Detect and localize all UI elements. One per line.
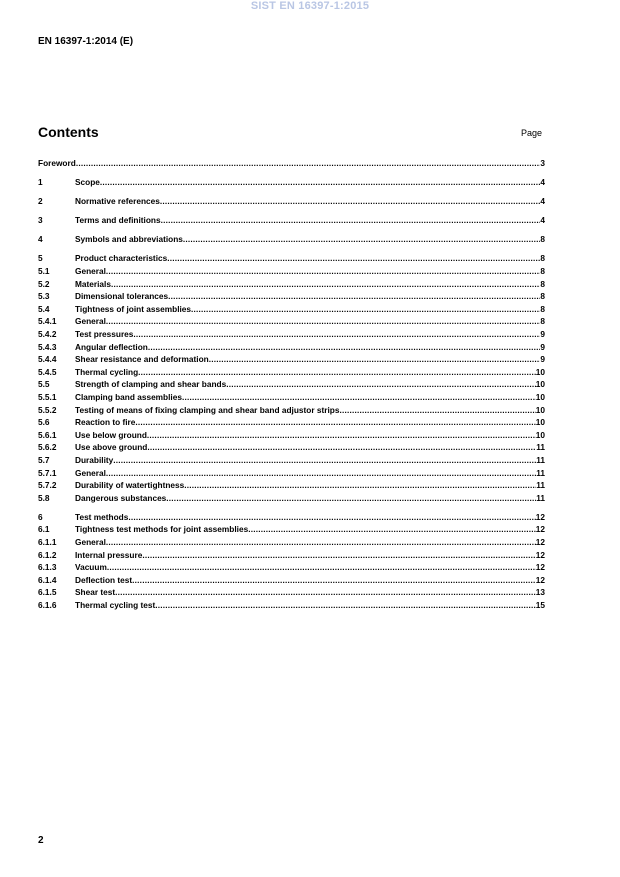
dot-leader [107,561,536,574]
toc-entry-number: 5.7 [38,454,50,465]
toc-entry-page: 8 [540,266,545,277]
toc-entry-page: 4 [540,215,545,226]
toc-entry-title: Reaction to fire [75,417,136,428]
toc-entry-number: 5.1 [38,266,50,277]
toc-entry-page: 12 [535,574,545,585]
dot-leader [76,157,541,170]
toc-entry-title: Dimensional tolerances [75,291,169,302]
dot-leader [113,454,536,467]
toc-entry-page: 10 [535,366,545,377]
toc-entry-title: Testing of means of fixing clamping and shear band adjustor strips [75,404,340,415]
toc-entry[interactable] [38,467,545,480]
dot-leader [138,366,536,379]
toc-entry-page: 10 [535,404,545,415]
toc-entry-number: 6.1.2 [38,549,57,560]
toc-entry[interactable] [38,214,545,227]
toc-entry-title: Materials [75,278,111,289]
toc-entry-number: 2 [38,196,43,207]
toc-entry[interactable] [38,479,545,492]
toc-entry-page: 10 [535,379,545,390]
toc-entry-page: 8 [540,303,545,314]
toc-entry[interactable] [38,429,545,442]
toc-entry-title: Use above ground [75,442,148,453]
toc-entry-page: 12 [535,511,545,522]
toc-entry-number: 5.4.5 [38,366,57,377]
dot-leader [182,391,536,404]
toc-entry-number: 5.5.1 [38,392,57,402]
toc-entry-page: 12 [535,524,545,535]
dot-leader [100,176,540,189]
toc-entry-title: General [75,266,106,277]
toc-entry[interactable] [38,233,545,246]
toc-entry-page: 11 [536,467,545,478]
dot-leader [106,315,540,328]
toc-entry-number: 5.5 [38,379,50,390]
toc-entry-title: Thermal cycling test [75,600,156,610]
toc-entry-number: 5.4.3 [38,341,57,352]
toc-entry-number: 5.6.1 [38,429,57,440]
toc-entry-number: 5.6.2 [38,442,57,453]
toc-entry[interactable] [38,549,545,562]
toc-entry[interactable] [38,378,545,391]
dot-leader [226,378,536,391]
dot-leader [133,328,540,341]
toc-entry-page: 8 [540,253,545,264]
toc-entry-title: Shear resistance and deformation [75,354,209,365]
toc-entry-number: 6.1.5 [38,587,57,598]
toc-entry[interactable] [38,586,545,599]
toc-entry[interactable] [38,561,545,574]
dot-leader [248,523,536,536]
toc-entry-title: General [75,316,106,327]
toc-entry-title: Clamping band assemblies [75,392,182,402]
toc-entry-number: 5.4.4 [38,354,57,365]
toc-entry[interactable] [38,303,545,316]
toc-entry-title: Tightness of joint assemblies [75,303,192,314]
toc-entry[interactable] [38,252,545,265]
toc-entry-title: Test methods [75,511,129,522]
toc-entry-title: Thermal cycling [75,366,139,377]
dot-leader [209,353,541,366]
toc-entry-number: 5 [38,253,43,264]
toc-entry-number: 6.1 [38,524,50,535]
toc-entry-page: 11 [536,492,545,503]
table-of-contents [38,157,545,612]
toc-entry-page: 8 [540,234,545,245]
toc-entry-page: 4 [540,196,545,207]
toc-entry-page: 10 [535,429,545,440]
dot-leader [184,479,536,492]
toc-entry-title: General [75,537,106,548]
dot-leader [132,574,536,587]
toc-entry-page: 10 [535,392,545,402]
toc-entry-page: 8 [540,291,545,302]
toc-entry-page: 13 [535,587,545,598]
toc-entry-title: Scope [75,177,100,188]
toc-entry-title: Dangerous substances [75,492,167,503]
dot-leader [167,252,540,265]
toc-entry-number: 5.8 [38,492,50,503]
dot-leader [339,404,535,417]
page-number: 2 [38,835,44,846]
toc-entry-title: Normative references [75,196,160,207]
dot-leader [148,341,541,354]
toc-entry[interactable] [38,599,545,612]
dot-leader [161,214,541,227]
toc-entry[interactable] [38,366,545,379]
toc-entry[interactable] [38,315,545,328]
toc-entry-title: Deflection test [75,574,133,585]
toc-entry-number: 6.1.4 [38,574,57,585]
toc-entry-title: Vacuum [75,562,107,573]
toc-entry-number: 1 [38,177,43,188]
toc-entry-title: Product characteristics [75,253,168,264]
toc-entry-page: 11 [536,442,545,453]
contents-heading: Contents [38,124,99,140]
toc-entry-page: 11 [536,454,545,465]
toc-entry-page: 10 [535,417,545,428]
toc-entry[interactable] [38,391,545,404]
toc-entry-page: 12 [535,562,545,573]
toc-entry[interactable] [38,341,545,354]
toc-entry-number: 5.4 [38,303,50,314]
toc-entry-page: 15 [535,600,545,610]
toc-entry-title: Durability of watertightness [75,480,185,491]
toc-entry-title: Symbols and abbreviations [75,234,183,245]
toc-entry[interactable] [38,278,545,291]
toc-entry-foreword[interactable] [38,157,545,170]
toc-entry-page: 9 [540,354,545,365]
watermark: SIST EN 16397-1:2015 [250,0,370,12]
toc-entry-page: 3 [540,158,545,168]
toc-entry-page: 11 [536,480,545,491]
toc-entry-number: 3 [38,215,43,226]
toc-entry-title: Strength of clamping and shear bands [75,379,227,390]
dot-leader [135,416,535,429]
toc-entry-title: Angular deflection [75,341,148,352]
dot-leader [106,536,536,549]
dot-leader [106,467,536,480]
toc-entry-title: Test pressures [75,329,134,340]
toc-entry[interactable] [38,416,545,429]
toc-entry[interactable] [38,454,545,467]
toc-entry[interactable] [38,290,545,303]
toc-entry-page: 8 [540,316,545,327]
toc-entry-title: Shear test [75,587,116,598]
dot-leader [142,549,535,562]
toc-entry-page: 4 [540,177,545,188]
dot-leader [191,303,540,316]
toc-entry-number: 5.7.2 [38,480,57,491]
toc-entry-number: 5.6 [38,417,50,428]
dot-leader [155,599,536,612]
dot-leader [111,278,540,291]
toc-entry-page: 9 [540,329,545,340]
toc-entry-number: 4 [38,234,43,245]
dot-leader [166,492,536,505]
toc-entry[interactable] [38,536,545,549]
toc-entry-title: Terms and definitions [75,215,161,226]
toc-entry[interactable] [38,492,545,505]
toc-entry[interactable] [38,523,545,536]
toc-entry-title: Tightness test methods for joint assemblies [75,524,249,535]
toc-entry-title: General [75,467,106,478]
toc-entry[interactable] [38,176,545,189]
toc-entry[interactable] [38,265,545,278]
toc-entry-page: 12 [535,549,545,560]
dot-leader [183,233,540,246]
toc-entry-title: Foreword [38,158,76,168]
toc-entry-page: 12 [535,537,545,548]
toc-entry-number: 5.2 [38,278,50,289]
toc-entry[interactable] [38,353,545,366]
toc-entry[interactable] [38,328,545,341]
toc-entry-title: Use below ground [75,429,147,440]
toc-entry-title: Internal pressure [75,549,143,560]
toc-entry-number: 5.4.2 [38,329,57,340]
toc-entry-number: 6.1.3 [38,562,57,573]
toc-entry[interactable] [38,511,545,524]
dot-leader [115,586,536,599]
dot-leader [106,265,540,278]
dot-leader [160,195,541,208]
toc-entry-number: 6.1.1 [38,537,57,548]
page-column-label: Page [520,128,542,138]
dot-leader [128,511,535,524]
toc-entry-page: 9 [540,341,545,352]
toc-entry[interactable] [38,441,545,454]
toc-entry-number: 5.5.2 [38,404,57,415]
dot-leader [147,441,536,454]
document-id-header: EN 16397-1:2014 (E) [38,36,134,47]
toc-entry-title: Durability [75,454,114,465]
toc-entry-number: 5.4.1 [38,316,57,327]
toc-entry[interactable] [38,404,545,417]
toc-entry-number: 5.3 [38,291,50,302]
toc-entry-number: 5.7.1 [38,467,57,478]
toc-entry-number: 6.1.6 [38,600,57,610]
toc-entry-number: 6 [38,511,43,522]
dot-leader [168,290,540,303]
toc-entry-page: 8 [540,278,545,289]
toc-entry[interactable] [38,574,545,587]
dot-leader [147,429,536,442]
toc-entry[interactable] [38,195,545,208]
